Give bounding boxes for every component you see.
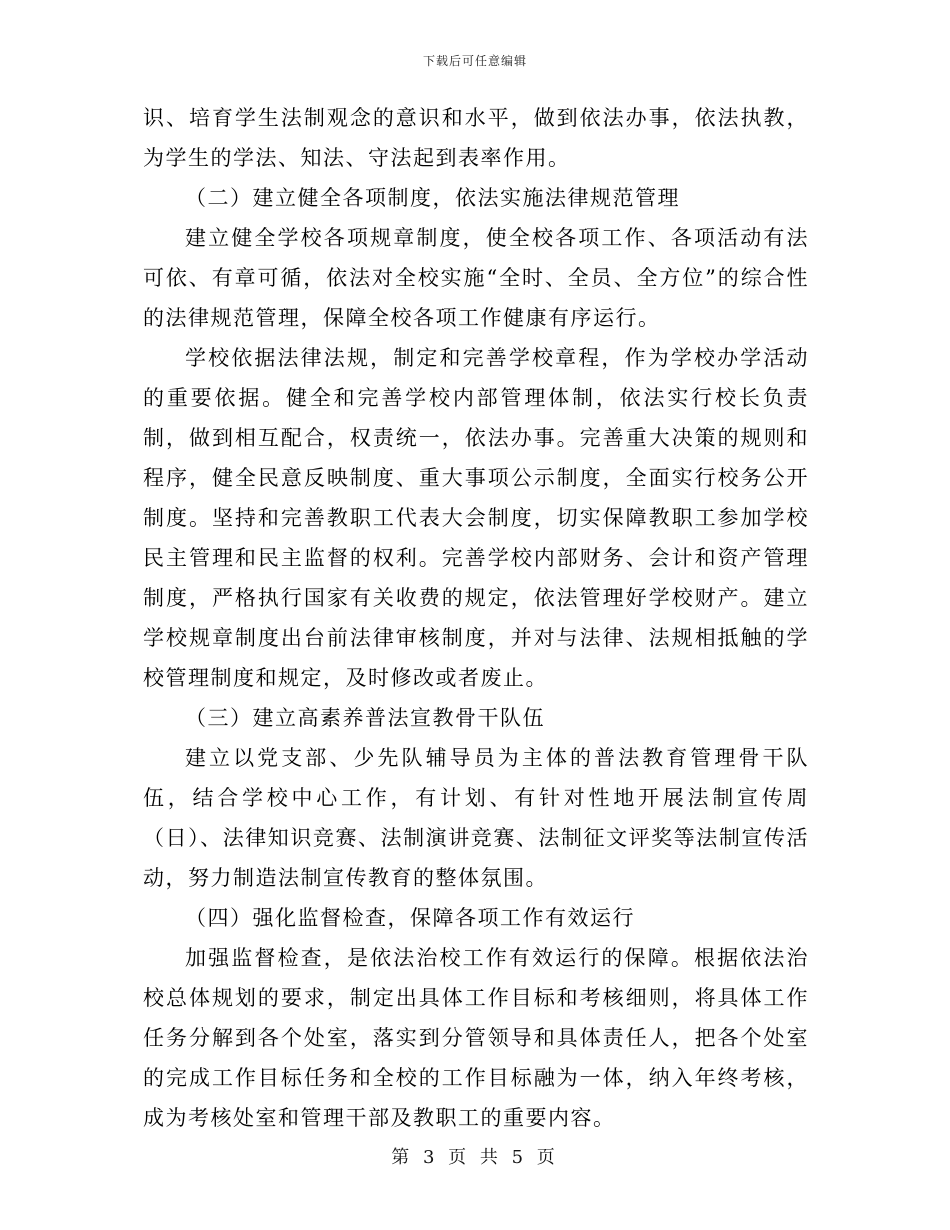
document-body xyxy=(143,98,809,1138)
page-number-footer: 第 3 页 共 5 页 xyxy=(391,1147,559,1168)
paragraph: 建立健全学校各项规章制度，使全校各项工作、各项活动有法可依、有章可循，依法对全校实施“全时、全员、全方位”的综合性的法律规范管理，保障全校各项工作健康有序运行。 xyxy=(143,226,809,330)
page-header: 下载后可任意编辑 xyxy=(422,54,527,68)
paragraph: 加强监督检查，是依法治校工作有效运行的保障。根据依法治校总体规划的要求，制定出具体工作目标和考核细则，将具体工作任务分解到各个处室，落实到分管领导和具体责任人，把各个处室的完成工作目标任务和全校的工作目标融为一体，纳入年终考核，成为考核处室和管理干部及教职工的重要内容。 xyxy=(143,946,809,1130)
continuation-paragraph: 识、培育学生法制观念的意识和水平，做到依法办事，依法执教，为学生的学法、知法、守法起到表率作用。 xyxy=(143,106,809,170)
paragraph: 建立以党支部、少先队辅导员为主体的普法教育管理骨干队伍，结合学校中心工作，有计划、有针对性地开展法制宣传周（日）、法律知识竞赛、法制演讲竞赛、法制征文评奖等法制宣传活动，努力制造法制宣传教育的整体氛围。 xyxy=(143,746,809,890)
section-heading-4: （四）强化监督检查，保障各项工作有效运行 xyxy=(185,906,635,930)
section-heading-2: （二）建立健全各项制度，依法实施法律规范管理 xyxy=(185,186,680,210)
paragraph: 学校依据法律法规，制定和完善学校章程，作为学校办学活动的重要依据。健全和完善学校内部管理体制，依法实行校长负责制，做到相互配合，权责统一，依法办事。完善重大决策的规则和程序，健全民意反映制度、重大事项公示制度，全面实行校务公开制度。坚持和完善教职工代表大会制度，切实保障教职工参加学校民主管理和民主监督的权利。完善学校内部财务、会计和资产管理制度，严格执行国家有关收费的规定，依法管理好学校财产。建立学校规章制度出台前法律审核制度，并对与法律、法规相抵触的学校管理制度和规定，及时修改或者废止。 xyxy=(143,346,809,690)
section-heading-3: （三）建立高素养普法宣教骨干队伍 xyxy=(185,706,545,730)
